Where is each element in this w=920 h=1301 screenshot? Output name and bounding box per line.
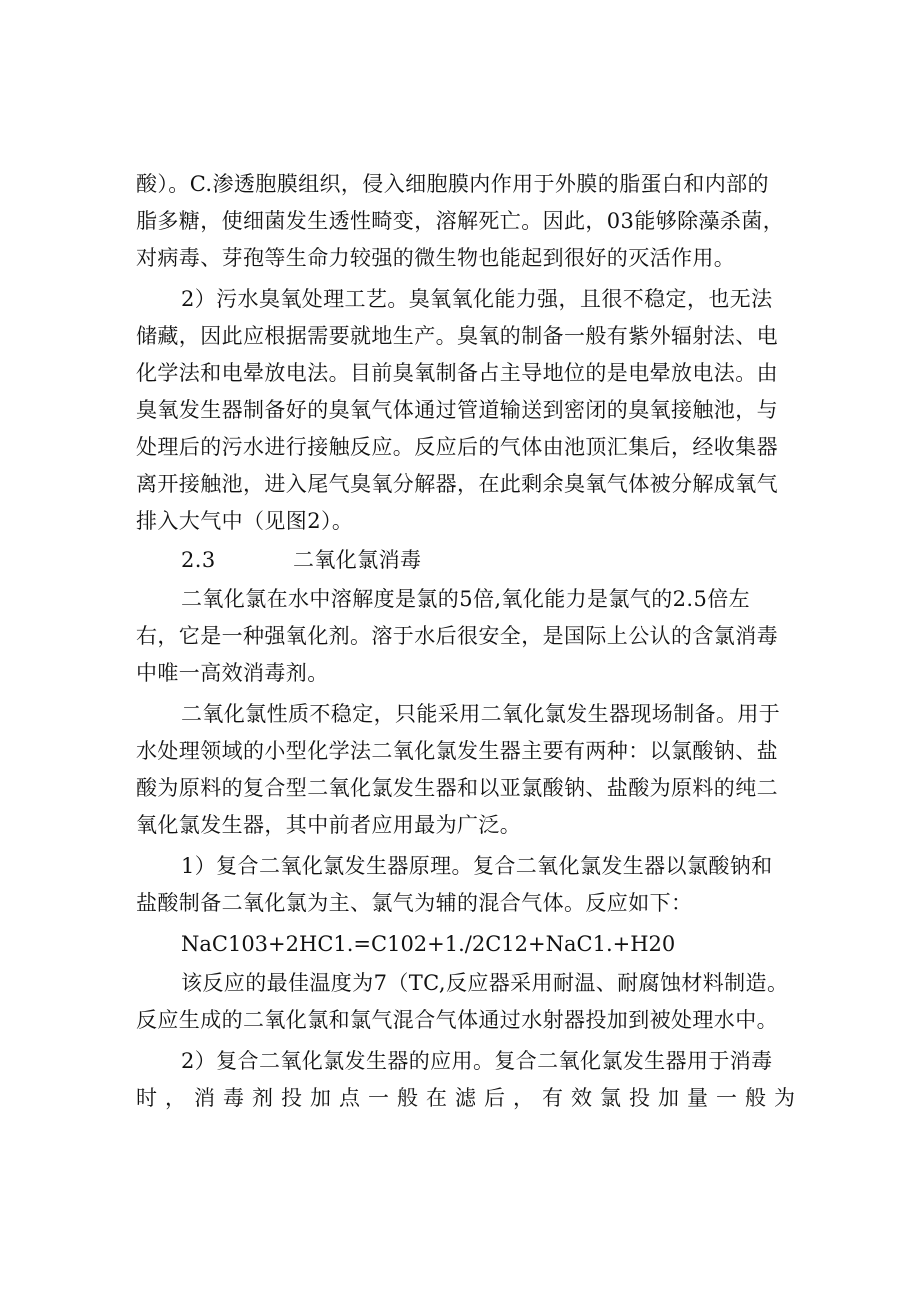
paragraph-line: 酸）。C.渗透胞膜组织，侵入细胞膜内作用于外膜的脂蛋白和内部的 [136, 172, 769, 196]
paragraph-line: 储藏，因此应根据需要就地生产。臭氧的制备一般有紫外辐射法、电 [136, 324, 778, 348]
paragraph-line: 臭氧发生器制备好的臭氧气体通过管道输送到密闭的臭氧接触池，与 [136, 398, 778, 422]
paragraph-line: 二氧化氯性质不稳定，只能采用二氧化氯发生器现场制备。用于 [181, 702, 781, 726]
paragraph-line: 脂多糖，使细菌发生透性畸变，溶解死亡。因此，03能够除藻杀菌， [136, 209, 785, 233]
paragraph-line: 酸为原料的复合型二氧化氯发生器和以亚氯酸钠、盐酸为原料的纯二 [136, 776, 778, 800]
paragraph-line: 盐酸制备二氧化氯为主、氯气为辅的混合气体。反应如下： [136, 891, 693, 915]
section-heading [0, 544, 920, 576]
section-title: 二氧化氯消毒 [293, 548, 422, 572]
paragraph-line: 该反应的最佳温度为7（TC,反应器采用耐温、耐腐蚀材料制造。 [181, 971, 789, 995]
paragraph-line: 1）复合二氧化氯发生器原理。复合二氧化氯发生器以氯酸钠和 [181, 854, 773, 878]
paragraph-line: 化学法和电晕放电法。目前臭氧制备占主导地位的是电晕放电法。由 [136, 361, 778, 385]
paragraph-line: 水处理领域的小型化学法二氧化氯发生器主要有两种：以氯酸钠、盐 [136, 739, 778, 763]
paragraph-line: 排入大气中（见图2）。 [136, 509, 354, 533]
paragraph-line: 反应生成的二氧化氯和氯气混合气体通过水射器投加到被处理水中。 [136, 1008, 778, 1032]
paragraph-line: 离开接触池，进入尾气臭氧分解器，在此剩余臭氧气体被分解成氧气 [136, 472, 778, 496]
paragraph-line: 时，消毒剂投加点一般在滤后，有效氯投加量一般为 [136, 1086, 803, 1110]
paragraph-line: 2）复合二氧化氯发生器的应用。复合二氧化氯发生器用于消毒 [181, 1049, 773, 1073]
paragraph-line: 2）污水臭氧处理工艺。臭氧氧化能力强，且很不稳定，也无法 [181, 287, 773, 311]
paragraph-line: 氧化氯发生器，其中前者应用最为广泛。 [136, 813, 522, 837]
paragraph-line: 中唯一高效消毒剂。 [136, 661, 329, 685]
paragraph-line: 对病毒、芽孢等生命力较强的微生物也能起到很好的灭活作用。 [136, 246, 736, 270]
reaction-formula: NaC103+2HC1.=C102+1./2C12+NaC1.+H20 [181, 932, 676, 956]
paragraph-line: 二氧化氯在水中溶解度是氯的5倍,氧化能力是氯气的2.5倍左 [181, 587, 751, 611]
paragraph-line: 右，它是一种强氧化剂。溶于水后很安全，是国际上公认的含氯消毒 [136, 624, 778, 648]
paragraph-line: 处理后的污水进行接触反应。反应后的气体由池顶汇集后，经收集器 [136, 435, 778, 459]
section-number: 2.3 [181, 548, 216, 572]
